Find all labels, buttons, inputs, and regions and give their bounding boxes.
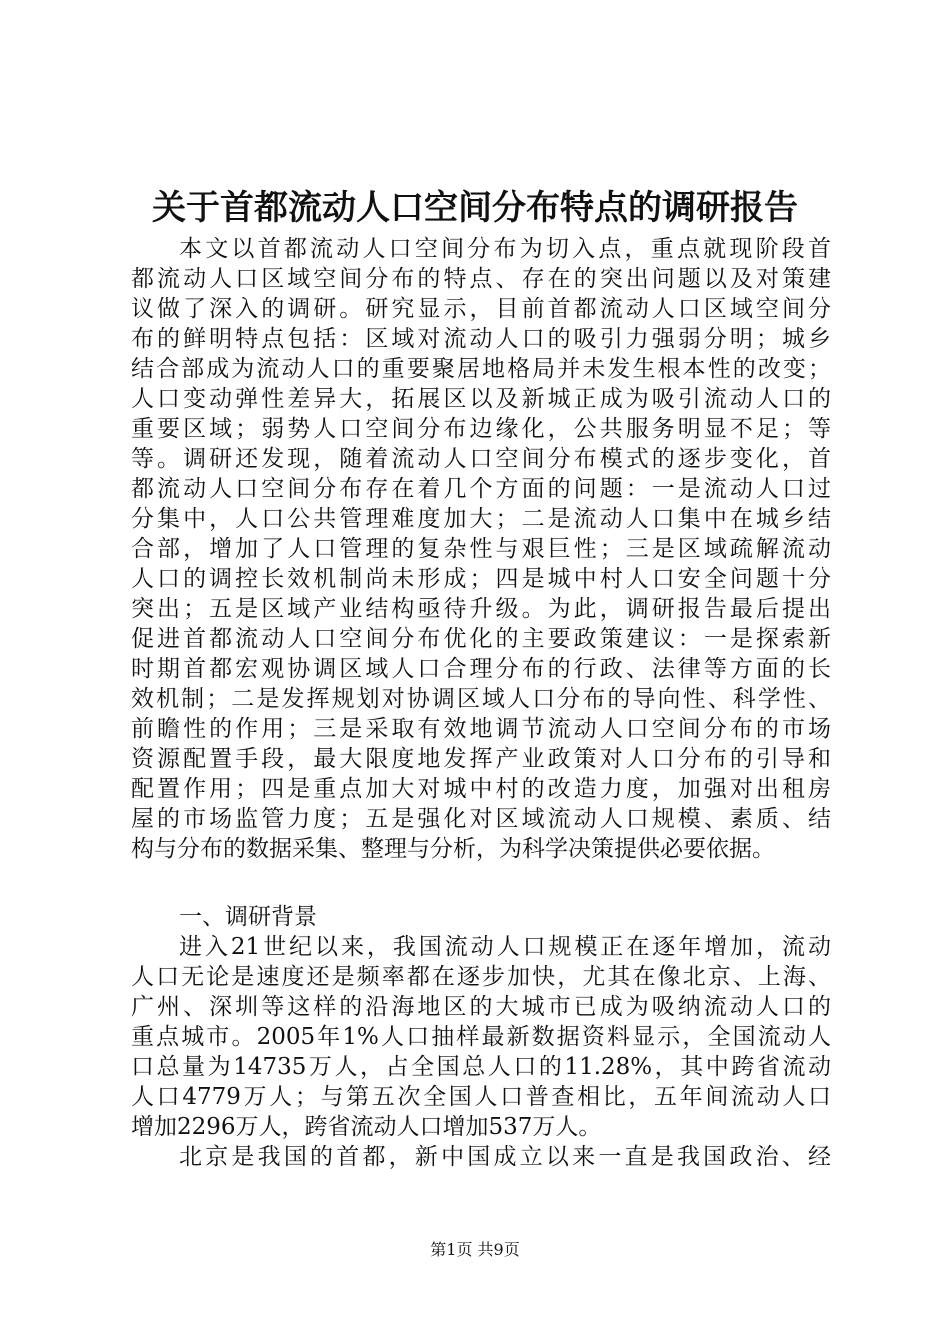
section-heading: 一、调研背景 bbox=[179, 904, 317, 930]
text-line: 都流动人口区域空间分布的特点、存在的突出问题以及对策建 bbox=[131, 266, 831, 292]
text-line: 进入21世纪以来，我国流动人口规模正在逐年增加，流动 bbox=[179, 934, 831, 960]
text-line: 重点城市。2005年1%人口抽样最新数据资料显示，全国流动人 bbox=[131, 1024, 831, 1050]
text-line: 配置作用；四是重点加大对城中村的改造力度，加强对出租房 bbox=[131, 776, 831, 802]
text-line: 都流动人口空间分布存在着几个方面的问题：一是流动人口过 bbox=[131, 476, 831, 502]
page-number-footer: 第1页 共9页 bbox=[430, 1240, 520, 1259]
text-line: 人口无论是速度还是频率都在逐步加快，尤其在像北京、上海、 bbox=[131, 964, 831, 990]
text-line: 分集中，人口公共管理难度加大；二是流动人口集中在城乡结 bbox=[131, 506, 831, 532]
text-line: 重要区域；弱势人口空间分布边缘化，公共服务明显不足；等 bbox=[131, 416, 831, 442]
text-line: 人口的调控长效机制尚未形成；四是城中村人口安全问题十分 bbox=[131, 566, 831, 592]
text-line: 增加2296万人，跨省流动人口增加537万人。 bbox=[131, 1114, 602, 1140]
text-line: 屋的市场监管力度；五是强化对区域流动人口规模、素质、结 bbox=[131, 806, 831, 832]
text-line: 布的鲜明特点包括：区域对流动人口的吸引力强弱分明；城乡 bbox=[131, 326, 831, 352]
text-line: 合部，增加了人口管理的复杂性与艰巨性；三是区域疏解流动 bbox=[131, 536, 831, 562]
text-line: 效机制；二是发挥规划对协调区域人口分布的导向性、科学性、 bbox=[131, 686, 831, 712]
text-line: 北京是我国的首都，新中国成立以来一直是我国政治、经 bbox=[179, 1144, 831, 1170]
text-line: 前瞻性的作用；三是采取有效地调节流动人口空间分布的市场 bbox=[131, 716, 831, 742]
text-line: 时期首都宏观协调区域人口合理分布的行政、法律等方面的长 bbox=[131, 656, 831, 682]
text-line: 议做了深入的调研。研究显示，目前首都流动人口区域空间分 bbox=[131, 296, 831, 322]
abstract-paragraph bbox=[131, 234, 831, 864]
text-line: 人口变动弹性差异大，拓展区以及新城正成为吸引流动人口的 bbox=[131, 386, 831, 412]
text-line: 促进首都流动人口空间分布优化的主要政策建议：一是探索新 bbox=[131, 626, 831, 652]
text-line: 人口4779万人；与第五次全国人口普查相比，五年间流动人口 bbox=[131, 1084, 831, 1110]
text-line: 结合部成为流动人口的重要聚居地格局并未发生根本性的改变； bbox=[131, 356, 831, 382]
text-line: 口总量为14735万人，占全国总人口的11.28%，其中跨省流动 bbox=[131, 1054, 831, 1080]
text-line: 广州、深圳等这样的沿海地区的大城市已成为吸纳流动人口的 bbox=[131, 994, 831, 1020]
text-line: 构与分布的数据采集、整理与分析，为科学决策提供必要依据。 bbox=[131, 836, 775, 862]
section-background bbox=[131, 902, 831, 1172]
text-line: 等。调研还发现，随着流动人口空间分布模式的逐步变化，首 bbox=[131, 446, 831, 472]
text-line: 本文以首都流动人口空间分布为切入点，重点就现阶段首 bbox=[179, 236, 831, 262]
text-line: 资源配置手段，最大限度地发挥产业政策对人口分布的引导和 bbox=[131, 746, 831, 772]
document-title: 关于首都流动人口空间分布特点的调研报告 bbox=[152, 188, 798, 228]
text-line: 突出；五是区域产业结构亟待升级。为此，调研报告最后提出 bbox=[131, 596, 831, 622]
